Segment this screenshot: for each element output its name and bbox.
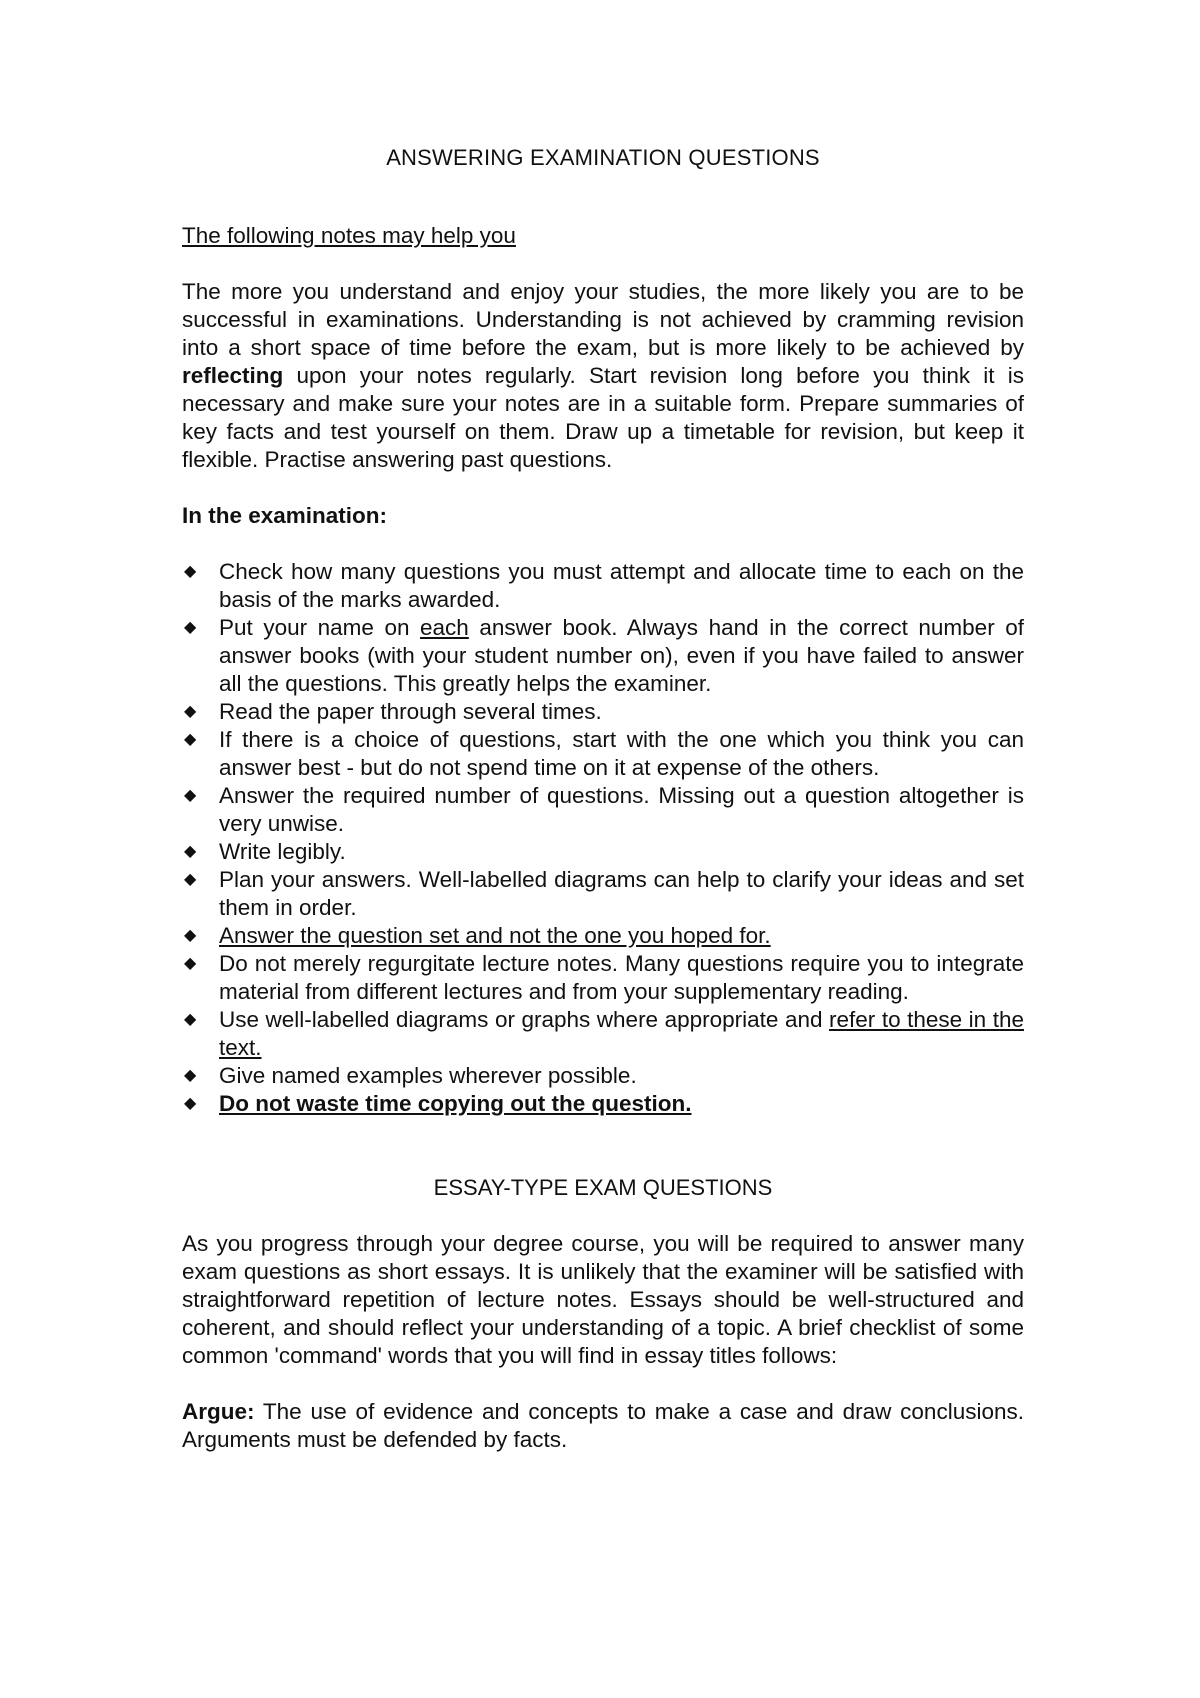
- argue-label: Argue:: [182, 1399, 255, 1424]
- diamond-bullet-icon: ◆: [184, 563, 197, 580]
- list-item: [182, 558, 1024, 614]
- bullet-text: Plan your answers. Well-labelled diagrams can help to clarify your ideas and set them in order.: [219, 867, 1024, 920]
- bullet-text: Do not merely regurgitate lecture notes. Many questions require you to integrate material from different lectures and from your supplementary reading.: [219, 951, 1024, 1004]
- diamond-bullet-icon: ◆: [184, 731, 197, 748]
- diamond-bullet-icon: ◆: [184, 1095, 197, 1112]
- list-item: [182, 782, 1024, 838]
- list-item: [182, 866, 1024, 922]
- argue-text: The use of evidence and concepts to make a case and draw conclusions. Arguments must be defended by facts.: [182, 1399, 1024, 1452]
- bullet-bold-underlined-text: Do not waste time copying out the question.: [219, 1091, 692, 1116]
- bullet-text: Put your name on: [219, 615, 421, 640]
- list-item: [182, 614, 1024, 698]
- bullet-text: Give named examples wherever possible.: [219, 1063, 637, 1088]
- exam-tips-list: [182, 558, 1024, 1118]
- intro-text-2: upon your notes regularly. Start revision long before you think it is necessary and make sure your notes are in a suitable form. Prepare summaries of key facts and test yourself on them. Draw up a timetable for revision, but keep it flexible. Practise answering past questions.: [182, 363, 1024, 472]
- bullet-text: Read the paper through several times.: [219, 699, 602, 724]
- diamond-bullet-icon: ◆: [184, 619, 197, 636]
- bullet-underlined-text: each: [420, 615, 469, 640]
- bullet-text: Use well-labelled diagrams or graphs where appropriate and: [219, 1007, 830, 1032]
- diamond-bullet-icon: ◆: [184, 843, 197, 860]
- diamond-bullet-icon: ◆: [184, 1011, 197, 1028]
- intro-bold-word: reflecting: [182, 363, 284, 388]
- diamond-bullet-icon: ◆: [184, 871, 197, 888]
- list-item: [182, 726, 1024, 782]
- list-item: [182, 950, 1024, 1006]
- page-title: ANSWERING EXAMINATION QUESTIONS: [386, 145, 820, 170]
- essay-section-title: ESSAY-TYPE EXAM QUESTIONS: [433, 1175, 773, 1200]
- list-item: [182, 1006, 1024, 1062]
- intro-paragraph: [182, 278, 1024, 474]
- bullet-underlined-text: refer to these in the text.: [219, 1007, 1024, 1060]
- diamond-bullet-icon: ◆: [184, 703, 197, 720]
- bullet-underlined-text: Answer the question set and not the one you hoped for.: [219, 923, 771, 948]
- bullet-text: Check how many questions you must attempt and allocate time to each on the basis of the marks awarded.: [219, 559, 1024, 612]
- essay-paragraph: As you progress through your degree course, you will be required to answer many exam questions as short essays. It is unlikely that the examiner will be satisfied with straightforward repetition of lecture notes. Essays should be well-structured and coherent, and should reflect your understanding of a topic. A brief checklist of some common 'command' words that you will find in essay titles follows:: [182, 1231, 1024, 1368]
- diamond-bullet-icon: ◆: [184, 927, 197, 944]
- exam-heading: In the examination:: [182, 503, 388, 528]
- list-item: [182, 922, 1024, 950]
- intro-text-1: The more you understand and enjoy your studies, the more likely you are to be successful in examinations. Understanding is not achieved by cramming revision into a short space of time before the exam, but is more likely to be achieved by: [182, 279, 1024, 360]
- bullet-text: Answer the required number of questions. Missing out a question altogether is very unwise.: [219, 783, 1024, 836]
- bullet-text: Write legibly.: [219, 839, 346, 864]
- list-item: [182, 838, 1024, 866]
- bullet-text: answer book. Always hand in the correct number of answer books (with your student number on), even if you have failed to answer all the questions. This greatly helps the examiner.: [219, 615, 1024, 696]
- argue-paragraph: [182, 1398, 1024, 1454]
- diamond-bullet-icon: ◆: [184, 955, 197, 972]
- list-item: [182, 698, 1024, 726]
- diamond-bullet-icon: ◆: [184, 1067, 197, 1084]
- subheading: The following notes may help you: [182, 223, 516, 248]
- document-body: [182, 132, 1024, 1454]
- list-item: [182, 1062, 1024, 1090]
- diamond-bullet-icon: ◆: [184, 787, 197, 804]
- bullet-text: If there is a choice of questions, start with the one which you think you can answer best - but do not spend time on it at expense of the others.: [219, 727, 1024, 780]
- list-item: [182, 1090, 1024, 1118]
